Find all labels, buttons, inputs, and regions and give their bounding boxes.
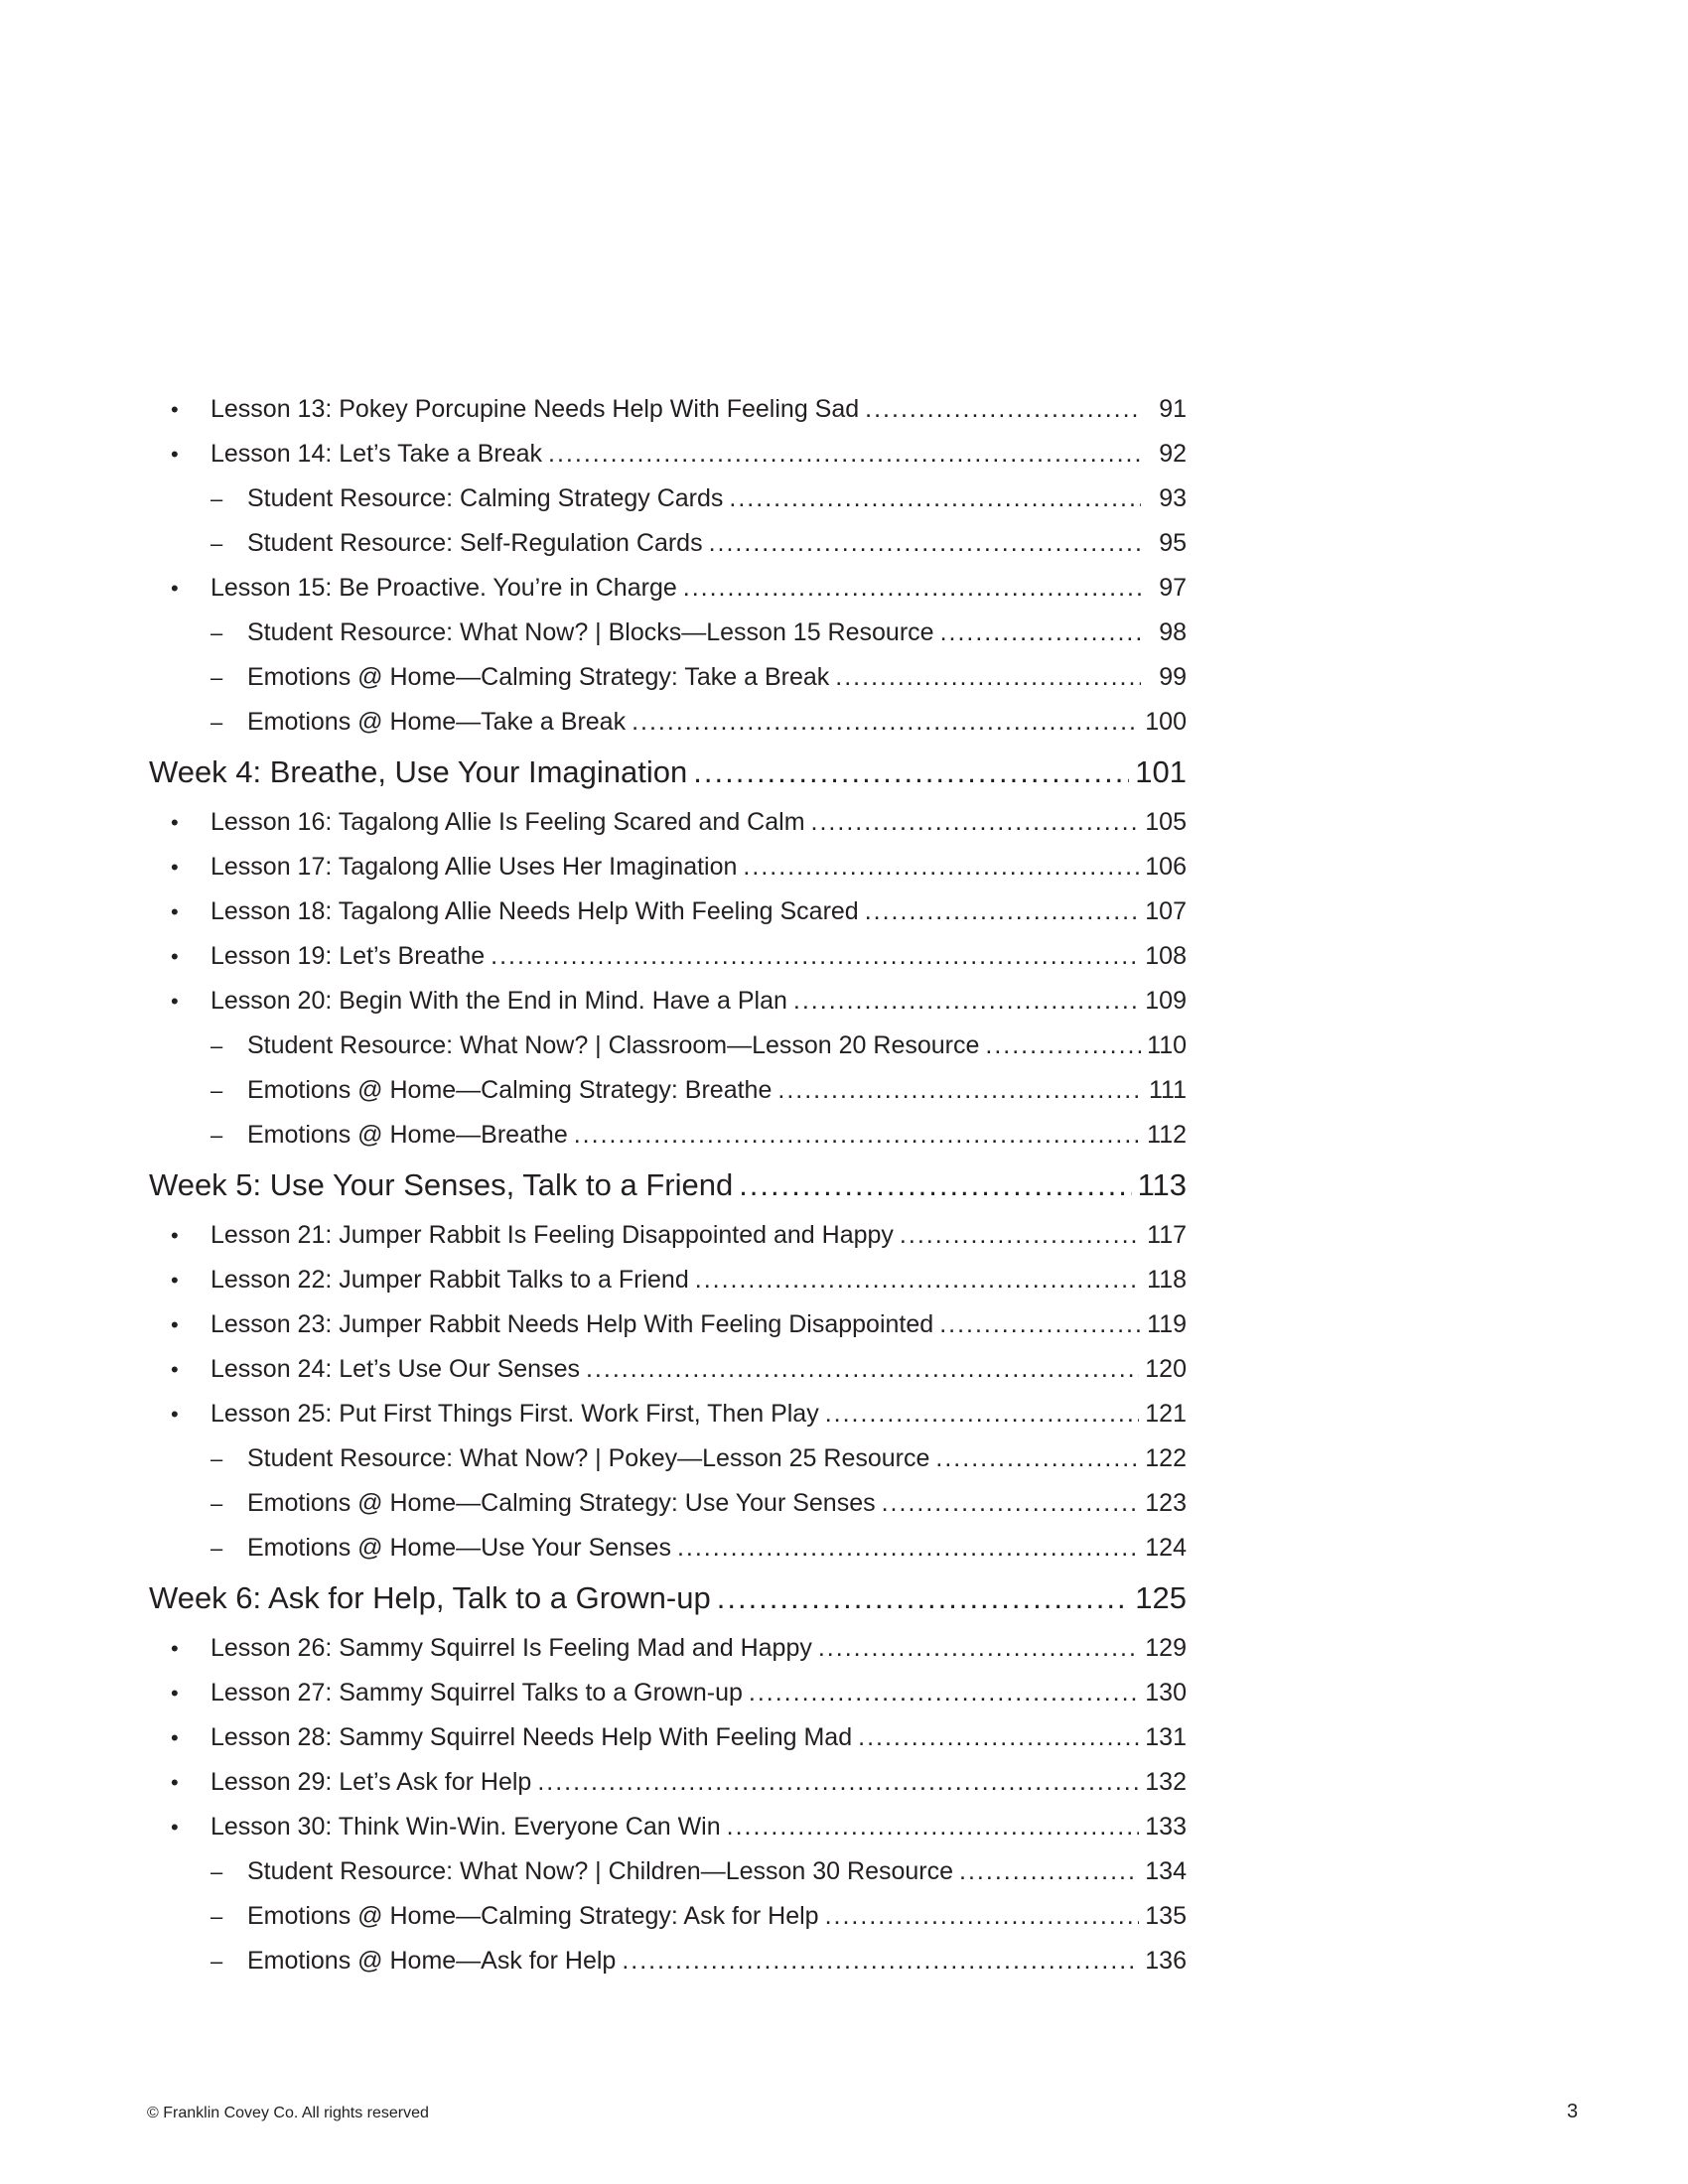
toc-entry-page: 107 [1145,897,1187,925]
dot-leader [939,1302,1141,1347]
bullet-marker: • [171,1223,179,1248]
toc-entry-title: Lesson 22: Jumper Rabbit Talks to a Friend [211,1266,689,1294]
toc-entry-page: 119 [1147,1310,1187,1338]
toc-lesson-entry [149,979,1187,1024]
bullet-marker: • [171,1312,179,1337]
toc-lesson-entry [149,432,1187,477]
toc-entry-title: Lesson 16: Tagalong Allie Is Feeling Scared and Calm [211,808,805,836]
toc-lesson-entry [149,845,1187,889]
bullet-marker: • [171,1268,179,1293]
dot-leader [537,1760,1139,1805]
toc-entry-title: Emotions @ Home—Breathe [247,1121,568,1149]
dot-leader [825,1392,1140,1436]
toc-resource-entry [149,1894,1187,1939]
toc-entry-page: 98 [1159,618,1187,646]
dash-marker: – [211,1078,223,1103]
dot-leader [985,1024,1141,1068]
toc-lesson-entry [149,1347,1187,1392]
dot-leader [865,889,1140,934]
toc-lesson-entry [149,1213,1187,1258]
dot-leader [574,1113,1141,1158]
dot-leader [586,1347,1139,1392]
dot-leader [717,1570,1130,1626]
toc-lesson-entry [149,1715,1187,1760]
toc-entry-page: 95 [1159,529,1187,557]
toc-resource-entry [149,521,1187,566]
toc-entry-page: 105 [1145,808,1187,836]
dot-leader [940,611,1141,655]
toc-entry-title: Lesson 21: Jumper Rabbit Is Feeling Disappointed and Happy [211,1221,894,1249]
dot-leader [729,477,1141,521]
toc-entry-page: 100 [1145,708,1187,736]
toc-entry-title: Student Resource: What Now? | Classroom—Lesson 20 Resource [247,1031,980,1059]
toc-week-heading [149,745,1187,800]
toc-entry-page: 129 [1145,1634,1187,1662]
toc-entry-page: 106 [1145,853,1187,881]
toc-entry-title: Lesson 17: Tagalong Allie Uses Her Imagination [211,853,738,881]
toc-entry-page: 133 [1145,1813,1187,1841]
dot-leader [777,1068,1141,1113]
toc-entry-page: 93 [1159,484,1187,512]
dot-leader [749,1671,1139,1715]
dot-leader [935,1436,1139,1481]
toc-entry-page: 130 [1145,1679,1187,1706]
toc-entry-page: 134 [1145,1857,1187,1885]
dot-leader [882,1481,1140,1526]
toc-entry-page: 123 [1145,1489,1187,1517]
toc-resource-entry [149,1481,1187,1526]
dash-marker: – [211,1949,223,1974]
dot-leader [622,1939,1139,1983]
toc-lesson-entry [149,934,1187,979]
toc-week-heading [149,1158,1187,1213]
toc-entry-title: Week 5: Use Your Senses, Talk to a Friend [149,1167,734,1202]
toc-lesson-entry [149,889,1187,934]
toc-resource-entry [149,700,1187,745]
copyright-notice: © Franklin Covey Co. All rights reserved [147,2105,429,2121]
dot-leader [727,1805,1140,1849]
table-of-contents [149,387,1187,1983]
dot-leader [793,979,1139,1024]
bullet-marker: • [171,1725,179,1750]
toc-lesson-entry [149,1302,1187,1347]
bullet-marker: • [171,1636,179,1661]
toc-entry-page: 112 [1147,1121,1187,1149]
toc-entry-page: 92 [1159,440,1187,468]
dash-marker: – [211,1491,223,1516]
toc-week-heading [149,1570,1187,1626]
toc-lesson-entry [149,1760,1187,1805]
toc-lesson-entry [149,1671,1187,1715]
toc-resource-entry [149,1849,1187,1894]
toc-lesson-entry [149,1805,1187,1849]
toc-entry-title: Lesson 26: Sammy Squirrel Is Feeling Mad and Happy [211,1634,812,1662]
dash-marker: – [211,531,223,556]
toc-lesson-entry [149,1258,1187,1302]
dash-marker: – [211,710,223,735]
toc-entry-title: Lesson 27: Sammy Squirrel Talks to a Grown-up [211,1679,743,1706]
bullet-marker: • [171,810,179,835]
toc-entry-title: Student Resource: What Now? | Children—Lesson 30 Resource [247,1857,954,1885]
dash-marker: – [211,1904,223,1929]
bullet-marker: • [171,576,179,601]
toc-entry-title: Emotions @ Home—Calming Strategy: Ask for Help [247,1902,819,1930]
toc-entry-page: 120 [1145,1355,1187,1383]
bullet-marker: • [171,944,179,969]
toc-entry-title: Lesson 29: Let’s Ask for Help [211,1768,532,1796]
toc-entry-title: Lesson 30: Think Win-Win. Everyone Can Win [211,1813,721,1841]
toc-entry-title: Lesson 14: Let’s Take a Break [211,440,543,468]
dot-leader [548,432,1141,477]
bullet-marker: • [171,1770,179,1795]
toc-entry-title: Lesson 20: Begin With the End in Mind. Have a Plan [211,987,787,1015]
toc-lesson-entry [149,1392,1187,1436]
toc-lesson-entry [149,566,1187,611]
toc-entry-page: 111 [1148,1076,1187,1104]
dot-leader [695,1258,1141,1302]
toc-entry-page: 136 [1145,1947,1187,1975]
toc-entry-page: 109 [1145,987,1187,1015]
toc-resource-entry [149,1526,1187,1570]
toc-entry-page: 118 [1147,1266,1187,1294]
toc-entry-title: Emotions @ Home—Ask for Help [247,1947,617,1975]
toc-entry-title: Lesson 28: Sammy Squirrel Needs Help With Feeling Mad [211,1723,853,1751]
bullet-marker: • [171,1402,179,1427]
bullet-marker: • [171,442,179,467]
dot-leader [835,655,1141,700]
toc-entry-page: 110 [1147,1031,1187,1059]
toc-entry-title: Lesson 25: Put First Things First. Work First, Then Play [211,1400,819,1428]
toc-entry-page: 121 [1145,1400,1187,1428]
toc-entry-title: Student Resource: What Now? | Blocks—Lesson 15 Resource [247,618,934,646]
dash-marker: – [211,620,223,645]
toc-entry-title: Student Resource: Self-Regulation Cards [247,529,703,557]
bullet-marker: • [171,1815,179,1840]
dot-leader [683,566,1141,611]
dot-leader [491,934,1139,979]
bullet-marker: • [171,1357,179,1382]
toc-entry-title: Lesson 15: Be Proactive. You’re in Charge [211,574,677,602]
dot-leader [811,800,1140,845]
toc-entry-page: 113 [1137,1167,1187,1202]
toc-resource-entry [149,1436,1187,1481]
toc-entry-title: Student Resource: Calming Strategy Cards [247,484,724,512]
toc-lesson-entry [149,1626,1187,1671]
toc-entry-page: 101 [1135,754,1187,789]
toc-entry-title: Emotions @ Home—Use Your Senses [247,1534,671,1562]
bullet-marker: • [171,989,179,1014]
toc-entry-title: Student Resource: What Now? | Pokey—Lesson 25 Resource [247,1444,930,1472]
toc-entry-page: 97 [1159,574,1187,602]
dot-leader [632,700,1139,745]
toc-entry-title: Lesson 18: Tagalong Allie Needs Help With Feeling Scared [211,897,859,925]
toc-entry-title: Week 6: Ask for Help, Talk to a Grown-up [149,1580,711,1615]
dot-leader [739,1158,1131,1213]
dot-leader [858,1715,1139,1760]
toc-entry-page: 132 [1145,1768,1187,1796]
toc-lesson-entry [149,387,1187,432]
bullet-marker: • [171,397,179,422]
toc-entry-title: Week 4: Breathe, Use Your Imagination [149,754,688,789]
dash-marker: – [211,1536,223,1561]
toc-entry-page: 91 [1159,395,1187,423]
dot-leader [677,1526,1139,1570]
dot-leader [900,1213,1141,1258]
toc-entry-title: Lesson 13: Pokey Porcupine Needs Help With Feeling Sad [211,395,860,423]
toc-lesson-entry [149,800,1187,845]
toc-resource-entry [149,1068,1187,1113]
toc-entry-page: 108 [1145,942,1187,970]
toc-resource-entry [149,1939,1187,1983]
toc-entry-page: 124 [1145,1534,1187,1562]
toc-entry-title: Emotions @ Home—Calming Strategy: Take a Break [247,663,830,691]
bullet-marker: • [171,1681,179,1706]
dash-marker: – [211,1859,223,1884]
toc-entry-page: 125 [1135,1580,1187,1615]
dot-leader [743,845,1139,889]
dash-marker: – [211,486,223,511]
toc-resource-entry [149,611,1187,655]
dot-leader [825,1894,1140,1939]
dot-leader [693,745,1129,800]
toc-entry-title: Lesson 23: Jumper Rabbit Needs Help With Feeling Disappointed [211,1310,934,1338]
toc-resource-entry [149,1024,1187,1068]
toc-entry-page: 99 [1159,663,1187,691]
toc-entry-title: Emotions @ Home—Calming Strategy: Breathe [247,1076,773,1104]
bullet-marker: • [171,899,179,924]
toc-resource-entry [149,1113,1187,1158]
toc-entry-title: Lesson 19: Let’s Breathe [211,942,486,970]
dash-marker: – [211,1446,223,1471]
toc-entry-title: Emotions @ Home—Calming Strategy: Use Your Senses [247,1489,876,1517]
dash-marker: – [211,1033,223,1058]
toc-resource-entry [149,477,1187,521]
toc-entry-title: Lesson 24: Let’s Use Our Senses [211,1355,580,1383]
dot-leader [959,1849,1139,1894]
page-number: 3 [1567,2101,1579,2122]
dash-marker: – [211,665,223,690]
toc-entry-title: Emotions @ Home—Take a Break [247,708,627,736]
dash-marker: – [211,1123,223,1148]
bullet-marker: • [171,855,179,880]
toc-entry-page: 122 [1145,1444,1187,1472]
dot-leader [865,387,1141,432]
toc-entry-page: 135 [1145,1902,1187,1930]
toc-resource-entry [149,655,1187,700]
dot-leader [818,1626,1139,1671]
toc-entry-page: 117 [1147,1221,1187,1249]
toc-entry-page: 131 [1145,1723,1187,1751]
dot-leader [709,521,1141,566]
